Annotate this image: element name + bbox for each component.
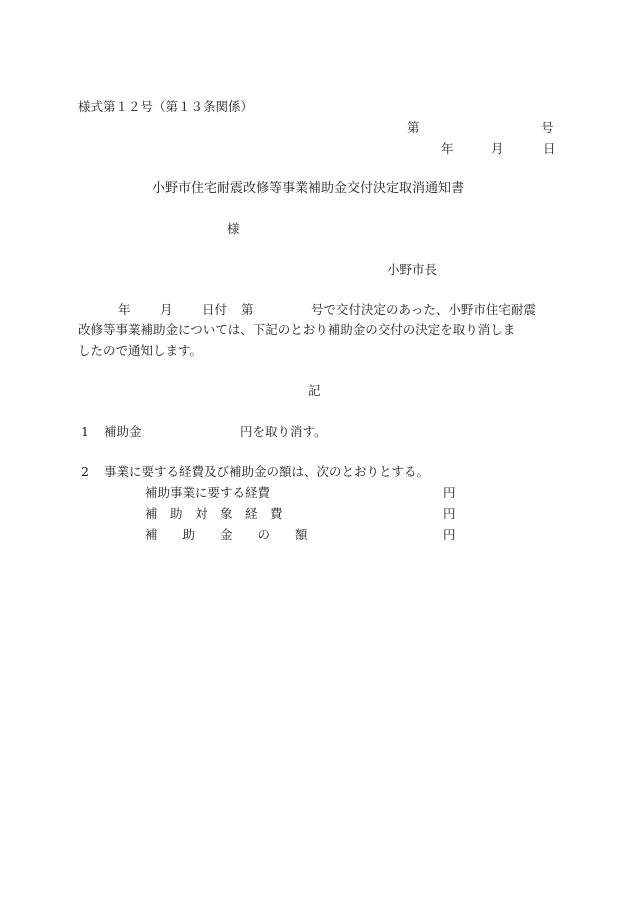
item-1-tail: 円を取り消す。 bbox=[240, 424, 327, 439]
body-intro-dai: 第 bbox=[241, 302, 254, 317]
body-intro-month: 月 bbox=[160, 302, 173, 317]
sender-name: 小野市長 bbox=[387, 262, 438, 277]
item-1-number: 1 bbox=[81, 424, 89, 439]
body-intro-year: 年 bbox=[118, 302, 131, 317]
breakdown-unit-subsidy-amount: 円 bbox=[443, 527, 456, 542]
body-intro-day: 日付 bbox=[202, 302, 228, 317]
body-line-2: 改修等事業補助金については、下記のとおり補助金の交付の決定を取り消しま bbox=[78, 322, 516, 337]
body-intro-rest: 号で交付決定のあった、小野市住宅耐震 bbox=[311, 302, 536, 317]
document-title: 小野市住宅耐震改修等事業補助金交付決定取消通知書 bbox=[152, 181, 465, 196]
item-1-label: 補助金 bbox=[104, 424, 142, 439]
date-month-label: 月 bbox=[491, 141, 504, 156]
breakdown-label-eligible-cost: 補 助 対 象 経 費 bbox=[145, 506, 283, 521]
breakdown-label-project-cost: 補助事業に要する経費 bbox=[145, 485, 271, 500]
addressee-suffix: 様 bbox=[227, 221, 240, 236]
breakdown-unit-project-cost: 円 bbox=[443, 485, 456, 500]
date-day-label: 日 bbox=[543, 141, 556, 156]
item-2-label: 事業に要する経費及び補助金の額は、次のとおりとする。 bbox=[104, 464, 430, 479]
number-prefix: 第 bbox=[407, 120, 420, 135]
body-line-3: したので通知します。 bbox=[78, 343, 203, 358]
breakdown-label-subsidy-amount: 補 助 金 の 額 bbox=[145, 527, 308, 542]
ki-heading: 記 bbox=[308, 383, 321, 398]
item-2-number: 2 bbox=[81, 464, 89, 479]
form-label: 様式第１２号（第１３条関係） bbox=[78, 99, 254, 114]
number-suffix: 号 bbox=[541, 120, 554, 135]
breakdown-unit-eligible-cost: 円 bbox=[443, 506, 456, 521]
date-year-label: 年 bbox=[441, 141, 454, 156]
